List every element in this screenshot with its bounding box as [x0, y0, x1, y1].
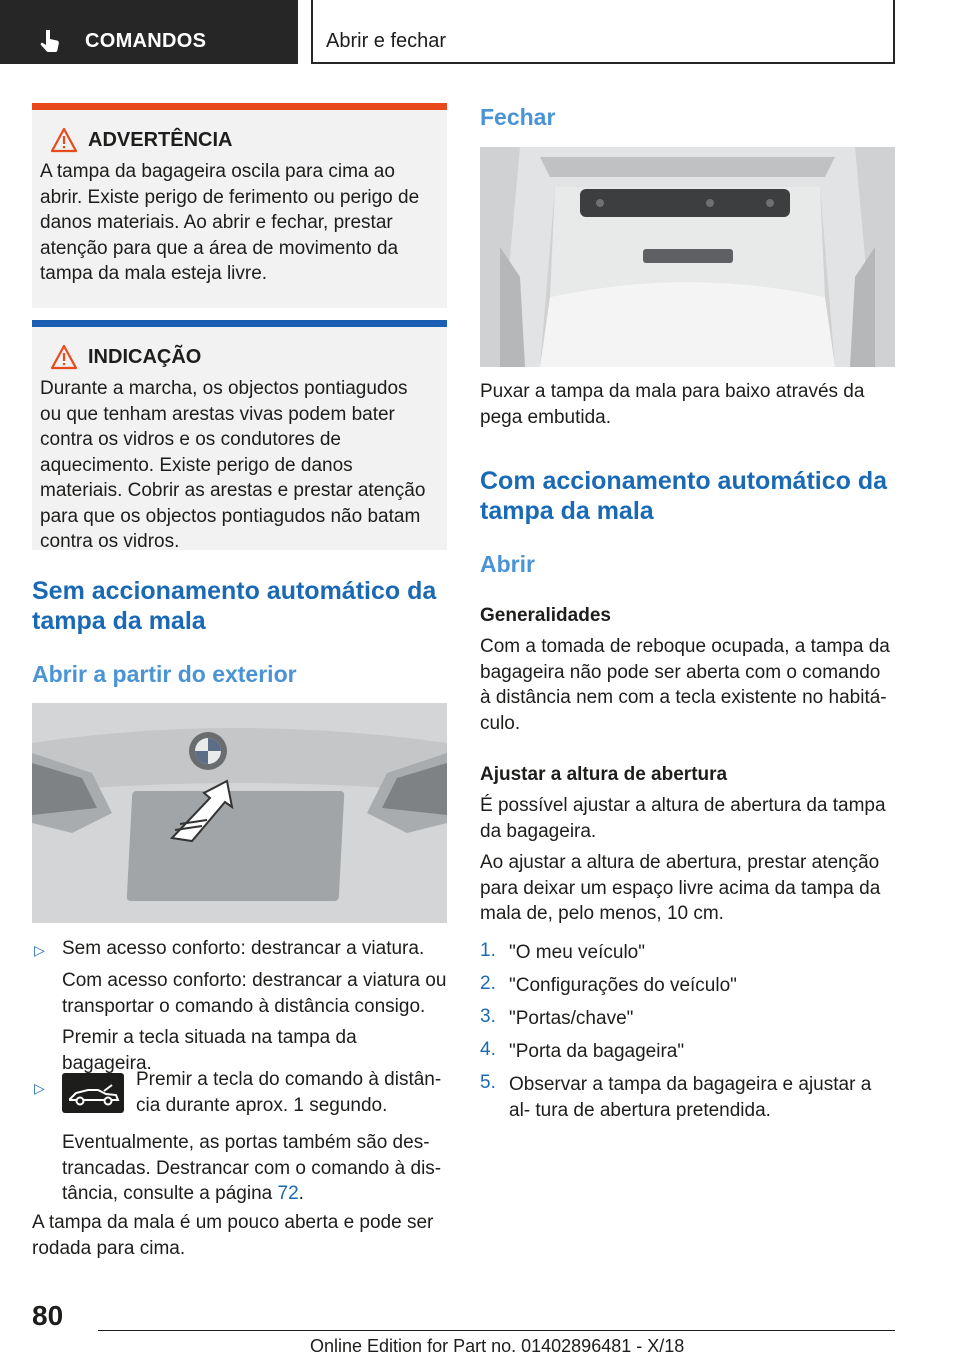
header-tab: [0, 0, 298, 64]
car-trunk-icon: [62, 1073, 124, 1113]
bullet1-line3: Premir a tecla situada na tampa da bagageira.: [62, 1027, 357, 1074]
heading-sem-accionamento: Sem accionamento automático da tampa da mala: [32, 577, 437, 635]
tailgate-exterior-image: [32, 703, 447, 923]
step-number: 4.: [480, 1039, 496, 1060]
warning-box: [32, 103, 447, 308]
tailgate-exterior-illustration: [32, 703, 447, 923]
subheading-ajustar-altura: Ajustar a altura de abertura: [480, 764, 728, 785]
bullet-marker: ▷: [34, 942, 45, 958]
heading-com-accionamento: Com accionamento automático da tampa da mala: [480, 467, 888, 525]
remote-trunk-key-icon: [62, 1073, 124, 1113]
heading-fechar: Fechar: [480, 104, 556, 130]
footer-edition: Online Edition for Part no. 01402896481 - X/18: [310, 1336, 685, 1356]
step-text: "Porta da bagageira": [509, 1041, 685, 1062]
step-text: Observar a tampa da bagageira e ajustar a al‐ tura de abertura pretendida.: [509, 1074, 872, 1121]
page-reference-link[interactable]: 72: [277, 1183, 299, 1204]
tailgate-interior-illustration: [480, 147, 895, 367]
step-text: "O meu veículo": [509, 942, 645, 963]
notice-title-text: INDICAÇÃO: [88, 345, 202, 368]
bullet2-line2-end: .: [298, 1183, 304, 1204]
header-tab-label: COMANDOS: [85, 30, 207, 52]
bullet1-line2: Com acesso conforto: destrancar a viatura ou transportar o comando à distância consigo.: [62, 970, 447, 1017]
bullet1-line1: Sem acesso conforto: destrancar a viatura.: [62, 938, 425, 959]
step-number: 2.: [480, 973, 496, 994]
hand-pointer-icon: [38, 28, 64, 54]
page-number: 80: [32, 1300, 64, 1331]
warning-triangle-icon: [50, 127, 78, 153]
close-text: Puxar a tampa da mala para baixo através da pega embutida.: [480, 381, 865, 428]
notice-box: [32, 320, 447, 550]
tailgate-interior-image: [480, 147, 895, 367]
subheading-generalidades: Generalidades: [480, 605, 611, 626]
bullet2-line2: [62, 1130, 447, 1207]
notice-bar: [32, 320, 447, 327]
ajustar-text-1: É possível ajustar a altura de abertura da tampa da bagageira.: [480, 795, 886, 842]
step-number: 3.: [480, 1006, 496, 1027]
step-number: 5.: [480, 1072, 496, 1093]
ajustar-text-2: Ao ajustar a altura de abertura, prestar atenção para deixar um espaço livre acima da tampa da mala de, pelo menos, 10 cm.: [480, 852, 881, 924]
closing-text: A tampa da mala é um pouco aberta e pode ser rodada para cima.: [32, 1212, 434, 1259]
header-section-title: Abrir e fechar: [326, 30, 447, 52]
footer-divider: [98, 1330, 895, 1331]
warning-title: [40, 127, 433, 153]
heading-abrir: Abrir: [480, 551, 535, 577]
warning-triangle-icon: [50, 344, 78, 370]
warning-text: A tampa da bagageira oscila para cima ao abrir. Existe perigo de ferimento ou perigo de danos materiais. Ao abrir e fechar, prestar atenção para que a área de movimento da tampa da mala esteja livre.: [40, 161, 420, 284]
bullet2-line1: Premir a tecla do comando à distân‐ cia durante aprox. 1 segundo.: [136, 1069, 442, 1116]
notice-text: Durante a marcha, os objectos pontiagudos ou que tenham arestas vivas podem bater contra os vidros e os condutores de aquecimento. Existe perigo de danos materiais. Cobrir as arestas e prestar atenção para que os objectos pontiagudos não batam contra os vidros.: [40, 378, 426, 552]
step-text: "Portas/chave": [509, 1008, 634, 1029]
generalidades-text: Com a tomada de reboque ocupada, a tampa da bagageira não pode ser aberta com o comando à distância nem com a tecla existente no habitá‐ culo.: [480, 636, 890, 734]
bullet2-line2-text: Eventualmente, as portas também são des‐ trancadas. Destrancar com o comando à dis‐ tância, consulte a página: [62, 1132, 442, 1204]
warning-title-text: ADVERTÊNCIA: [88, 128, 233, 151]
step-text: "Configurações do veículo": [509, 975, 737, 996]
warning-bar: [32, 103, 447, 110]
heading-abrir-exterior: Abrir a partir do exterior: [32, 661, 297, 687]
step-number: 1.: [480, 940, 496, 961]
notice-title: [40, 344, 433, 370]
bullet-marker: ▷: [34, 1080, 45, 1096]
